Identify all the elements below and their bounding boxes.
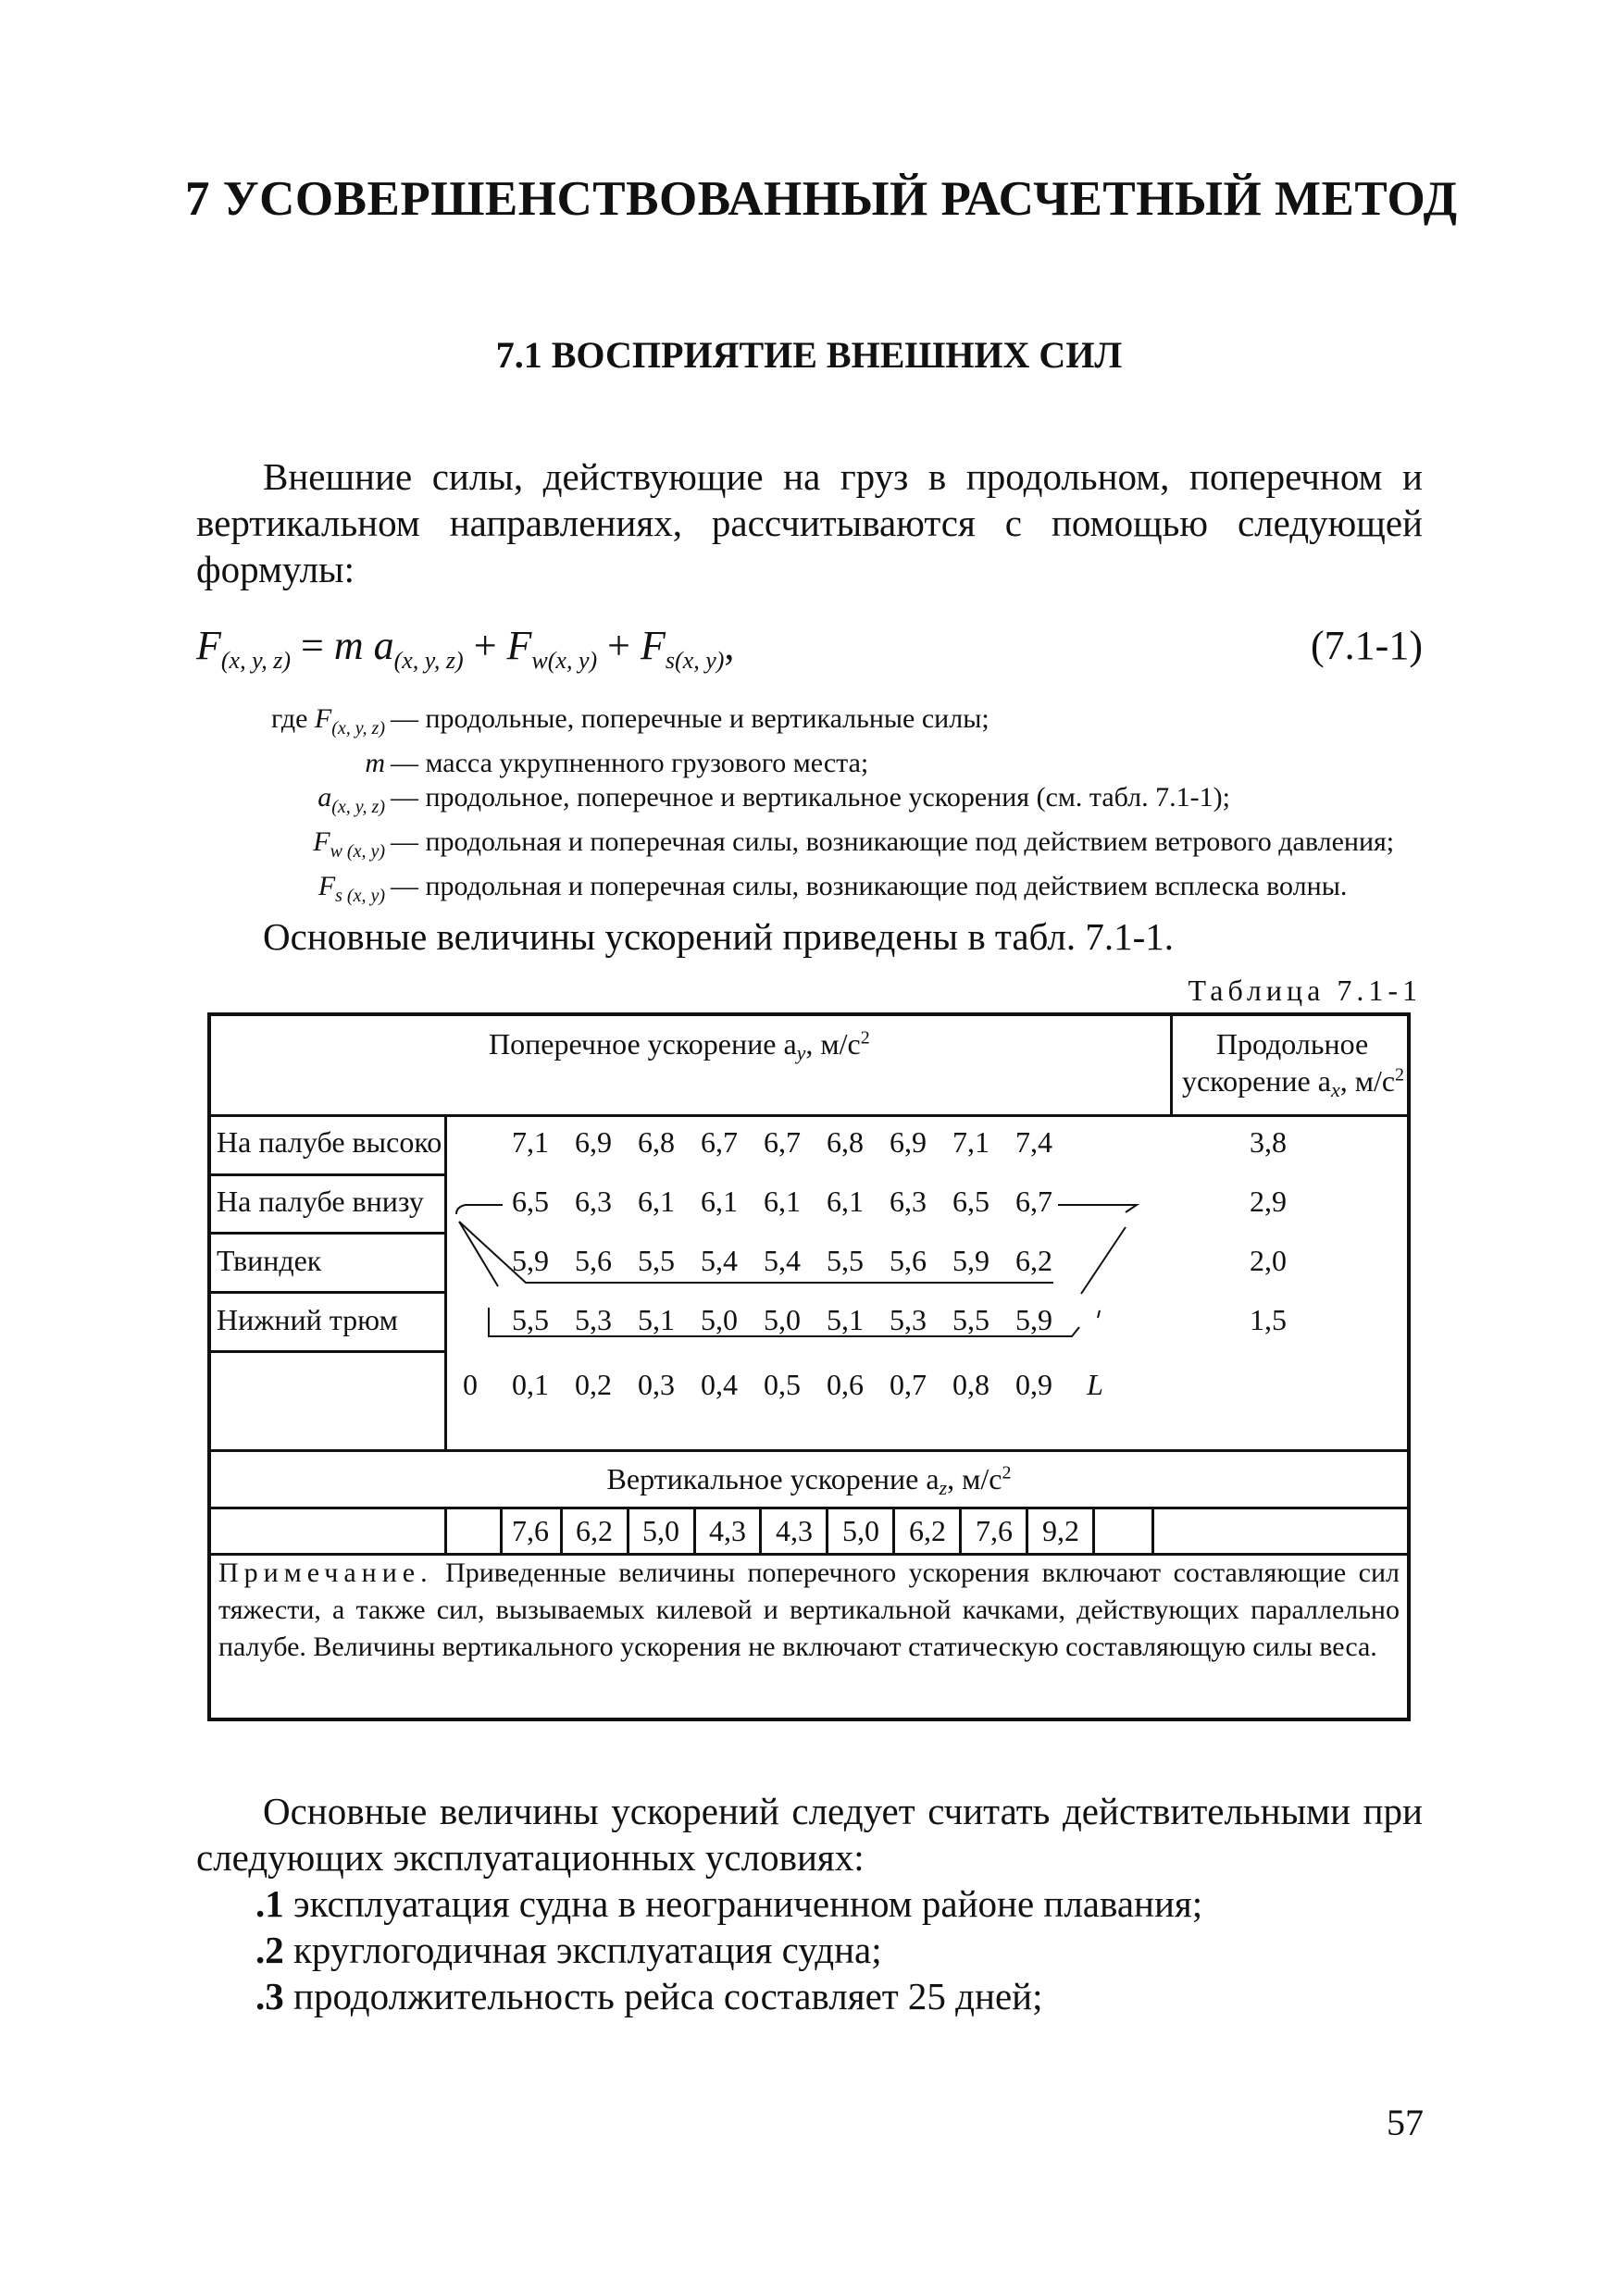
formula-plus: + xyxy=(463,623,507,668)
formula-Fw: F xyxy=(506,623,532,668)
list-item: .1 эксплуатация судна в неограниченном районе плавания; xyxy=(255,1882,1203,1925)
vertical-value: 7,6 xyxy=(512,1514,549,1547)
transverse-value: 7,1 xyxy=(952,1125,989,1159)
transverse-value: 6,1 xyxy=(638,1185,675,1218)
transverse-value: 6,8 xyxy=(638,1125,675,1159)
where-description: — продольные, поперечные и вертикальные силы; xyxy=(391,703,989,734)
formula-a-sub: (x, y, z) xyxy=(393,647,464,674)
scale-tick: 0,6 xyxy=(827,1368,864,1401)
scale-tick-L: L xyxy=(1087,1368,1103,1401)
where-symbol: m xyxy=(365,748,385,778)
formula-Fs-sub: s(x, y) xyxy=(665,647,725,674)
row-label: Твиндек xyxy=(217,1244,322,1277)
table-label: Таблица 7.1-1 xyxy=(1188,974,1422,1007)
vertical-value: 7,6 xyxy=(976,1514,1013,1547)
transverse-value: 6,7 xyxy=(1015,1185,1052,1218)
transverse-value: 5,3 xyxy=(575,1303,612,1336)
where-symbol: $a_{(x, y, z)}$ xyxy=(317,782,385,817)
hull-outline-drawing xyxy=(211,1016,1414,1451)
scale-tick: 0,4 xyxy=(701,1368,738,1401)
list-item: .3 продолжительность рейса составляет 25 дней; xyxy=(255,1975,1043,2017)
vertical-value: 5,0 xyxy=(842,1514,879,1547)
where-symbol: $F_{w (x, y)}$ xyxy=(313,826,385,862)
table-divider xyxy=(211,1507,1407,1509)
where-list xyxy=(196,701,1427,913)
scale-tick: 0,8 xyxy=(952,1368,989,1401)
transverse-value: 7,4 xyxy=(1015,1125,1052,1159)
longitudinal-value: 1,5 xyxy=(1250,1303,1287,1336)
header-longitudinal: Продольное xyxy=(1215,1027,1369,1061)
scale-tick: 0,3 xyxy=(638,1368,675,1401)
vertical-value: 5,0 xyxy=(642,1514,679,1547)
where-symbol: где $F_{(x, y, z)}$ xyxy=(271,703,385,738)
vertical-value: 6,2 xyxy=(909,1514,946,1547)
table-divider xyxy=(560,1507,563,1553)
formula-eq: = xyxy=(290,623,334,668)
row-label: На палубе внизу xyxy=(217,1185,424,1218)
transverse-value: 5,0 xyxy=(701,1303,738,1336)
page-number: 57 xyxy=(1387,2102,1424,2143)
where-item xyxy=(196,780,1427,825)
where-description: — продольная и поперечная силы, возникающие под действием всплеска волны. xyxy=(391,871,1348,901)
table-divider xyxy=(826,1507,828,1553)
transverse-value: 5,0 xyxy=(764,1303,801,1336)
where-symbol: $F_{s (x, y)}$ xyxy=(317,871,385,906)
longitudinal-value: 3,8 xyxy=(1250,1125,1287,1159)
list-item: .2 круглогодичная эксплуатация судна; xyxy=(255,1929,882,1971)
formula-end: , xyxy=(724,623,735,668)
transverse-value: 6,5 xyxy=(512,1185,549,1218)
transverse-value: 5,5 xyxy=(952,1303,989,1336)
table-divider xyxy=(1151,1507,1154,1553)
formula-a: a xyxy=(363,623,394,668)
header-transverse: Поперечное ускорение $a_y$, $м/с^2$ xyxy=(489,1027,870,1064)
scale-tick: 0,7 xyxy=(890,1368,927,1401)
transverse-value: 5,4 xyxy=(764,1244,801,1277)
transverse-value: 6,5 xyxy=(952,1185,989,1218)
table-divider xyxy=(444,1507,447,1553)
intro-paragraph: Внешние силы, действующие на груз в продольном, поперечном и вертикальном направлениях, рассчитываются с помощью следующей формулы: xyxy=(196,455,1423,590)
transverse-value: 6,1 xyxy=(764,1185,801,1218)
transverse-value: 6,1 xyxy=(827,1185,864,1218)
where-description: — продольная и поперечная силы, возникающие под действием ветрового давления; xyxy=(391,826,1395,857)
transverse-value: 5,5 xyxy=(827,1244,864,1277)
equation-number: (7.1-1) xyxy=(1311,623,1423,668)
formula-m: m xyxy=(333,623,364,668)
transverse-value: 6,7 xyxy=(764,1125,801,1159)
formula-Fw-sub: w(x, y) xyxy=(531,647,598,674)
transverse-value: 6,7 xyxy=(701,1125,738,1159)
vertical-header: Вертикальное ускорение $a_z$, $м/с^2$ xyxy=(606,1462,1012,1499)
vertical-value: 4,3 xyxy=(776,1514,813,1547)
transverse-value: 6,9 xyxy=(575,1125,612,1159)
row-label: На палубе высоко xyxy=(217,1125,442,1159)
section-title: 7.1 ВОСПРИЯТИЕ ВНЕШНИХ СИЛ xyxy=(495,334,1123,376)
header-longitudinal-unit: ускорение $a_x$, $м/с^2$ xyxy=(1181,1064,1405,1101)
transverse-value: 6,3 xyxy=(575,1185,612,1218)
where-item xyxy=(196,869,1427,913)
row-label: Нижний трюм xyxy=(217,1303,398,1336)
formula-7-1-1 xyxy=(196,622,1423,675)
transverse-value: 6,1 xyxy=(701,1185,738,1218)
where-item xyxy=(196,701,1427,746)
transverse-value: 6,8 xyxy=(827,1125,864,1159)
chapter-title: 7 УСОВЕРШЕНСТВОВАННЫЙ РАСЧЕТНЫЙ МЕТОД xyxy=(185,172,1458,226)
transverse-value: 7,1 xyxy=(512,1125,549,1159)
table-divider xyxy=(693,1507,696,1553)
transverse-value: 6,9 xyxy=(890,1125,927,1159)
vertical-value: 6,2 xyxy=(576,1514,613,1547)
scale-tick: 0 xyxy=(463,1368,478,1401)
table-divider xyxy=(892,1507,895,1553)
formula-F: F xyxy=(196,623,221,668)
formula-Fs: F xyxy=(640,623,666,668)
transverse-value: 5,6 xyxy=(575,1244,612,1277)
table-note: Примечание. Приведенные величины поперечного ускорения включают составляющие сил тяжести, а также сил, вызываемых килевой и вертикальной качками, действующих параллельно палубе. Величины вертикального ускорения не включают статическую составляющую силы веса. xyxy=(218,1558,1400,1662)
where-item xyxy=(196,746,1427,780)
vertical-value: 9,2 xyxy=(1042,1514,1079,1547)
transverse-value: 5,3 xyxy=(890,1303,927,1336)
scale-tick: 0,1 xyxy=(512,1368,549,1401)
transverse-value: 5,1 xyxy=(827,1303,864,1336)
transverse-value: 6,2 xyxy=(1015,1244,1052,1277)
conditions-section xyxy=(196,1788,1423,2019)
transverse-value: 5,6 xyxy=(890,1244,927,1277)
where-description: — масса укрупненного грузового места; xyxy=(391,748,869,778)
table-divider xyxy=(627,1507,629,1553)
where-item xyxy=(196,825,1427,869)
table-reference-line: Основные величины ускорений приведены в табл. 7.1-1. xyxy=(263,915,1174,958)
scale-tick: 0,2 xyxy=(575,1368,612,1401)
acceleration-table xyxy=(207,1012,1411,1721)
table-divider xyxy=(1092,1507,1095,1553)
formula-plus: + xyxy=(597,623,641,668)
conditions-intro: Основные величины ускорений следует считать действительными при следующих эксплуатационных условиях: xyxy=(196,1790,1423,1879)
transverse-value: 5,9 xyxy=(952,1244,989,1277)
transverse-value: 5,5 xyxy=(512,1303,549,1336)
longitudinal-value: 2,9 xyxy=(1250,1185,1287,1218)
scale-tick: 0,9 xyxy=(1015,1368,1052,1401)
vertical-value: 4,3 xyxy=(709,1514,746,1547)
transverse-value: 5,9 xyxy=(512,1244,549,1277)
longitudinal-value: 2,0 xyxy=(1250,1244,1287,1277)
where-description: — продольное, поперечное и вертикальное ускорения (см. табл. 7.1-1); xyxy=(391,782,1230,813)
formula-F-sub: (x, y, z) xyxy=(220,647,291,674)
transverse-value: 5,5 xyxy=(638,1244,675,1277)
transverse-value: 5,1 xyxy=(638,1303,675,1336)
table-divider xyxy=(1026,1507,1028,1553)
scale-tick: 0,5 xyxy=(764,1368,801,1401)
table-divider xyxy=(959,1507,962,1553)
table-divider xyxy=(759,1507,762,1553)
transverse-value: 6,3 xyxy=(890,1185,927,1218)
transverse-value: 5,4 xyxy=(701,1244,738,1277)
transverse-value: 5,9 xyxy=(1015,1303,1052,1336)
